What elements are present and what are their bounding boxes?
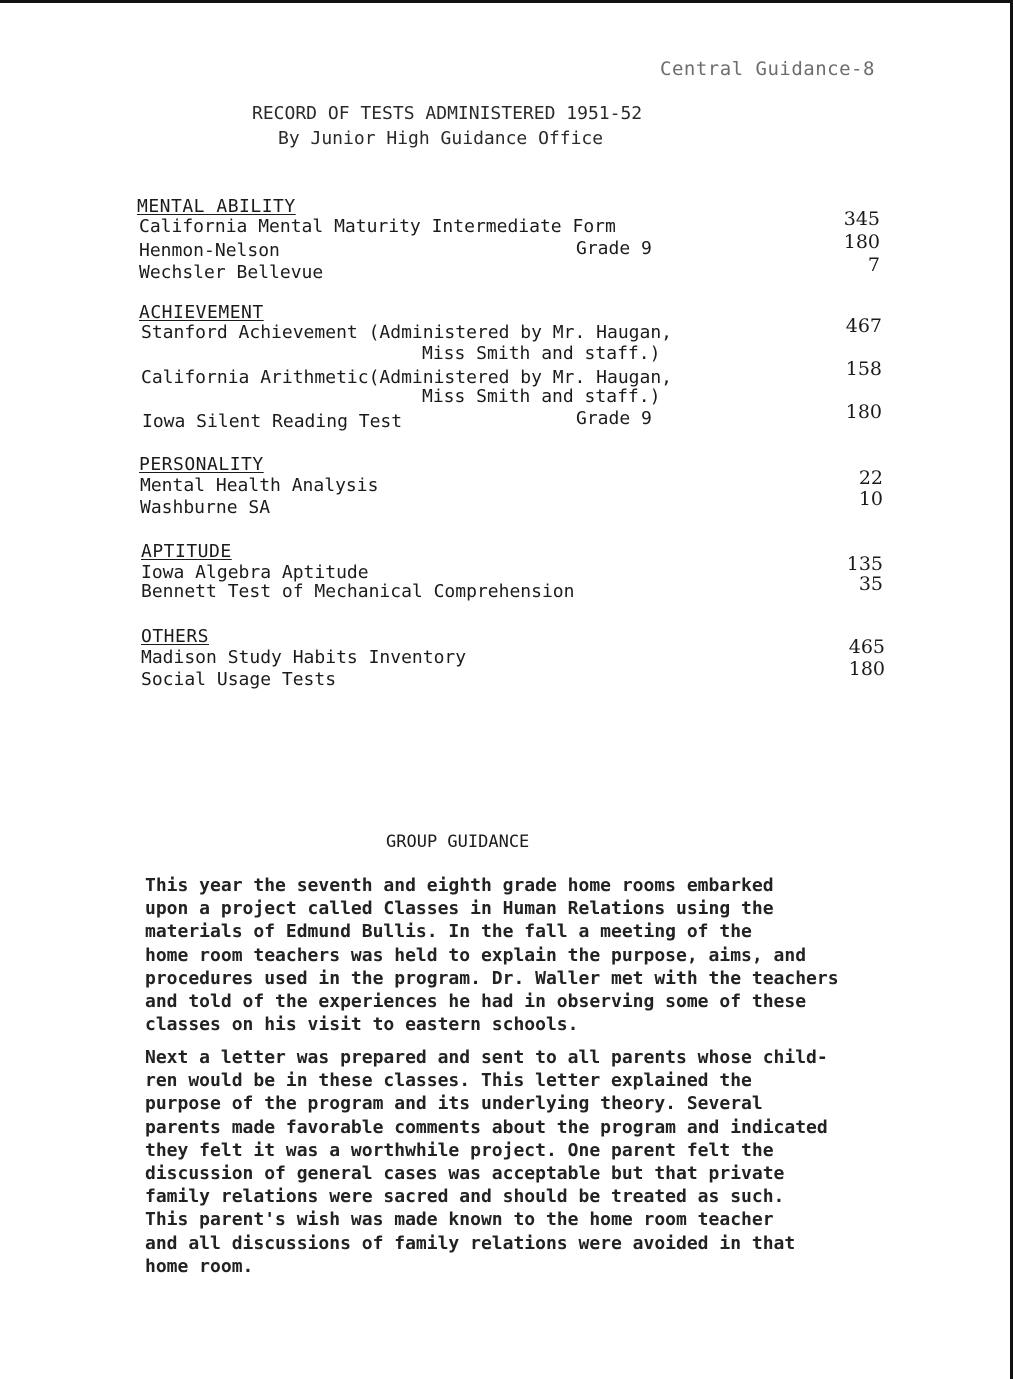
test-name: Mental Health Analysis bbox=[140, 475, 379, 496]
paragraph-line: materials of Edmund Bullis. In the fall a meeting of the bbox=[145, 921, 752, 943]
test-name: Stanford Achievement (Administered by Mr. Haugan, bbox=[141, 322, 673, 343]
group-guidance-heading: GROUP GUIDANCE bbox=[386, 832, 530, 852]
document-title: RECORD OF TESTS ADMINISTERED 1951-52 bbox=[252, 103, 643, 124]
section-heading-others: OTHERS bbox=[141, 626, 210, 647]
section-heading-personality: PERSONALITY bbox=[139, 454, 264, 475]
paragraph-line: family relations were sacred and should be treated as such. bbox=[145, 1186, 785, 1208]
test-grade: Grade 9 bbox=[576, 238, 652, 259]
test-name: California Mental Maturity Intermediate Form bbox=[139, 216, 616, 237]
paragraph-line: purpose of the program and its underlying theory. Several bbox=[145, 1093, 763, 1115]
test-count: 467 bbox=[845, 315, 882, 337]
paragraph-line: classes on his visit to eastern schools. bbox=[145, 1014, 579, 1036]
page-corner-label: Central Guidance-8 bbox=[660, 58, 875, 80]
test-count: 180 bbox=[848, 658, 885, 680]
test-grade: Grade 9 bbox=[576, 408, 652, 429]
paragraph-line: Next a letter was prepared and sent to all parents whose child- bbox=[145, 1047, 828, 1068]
test-name: California Arithmetic(Administered by Mr. Haugan, bbox=[141, 367, 673, 388]
paragraph-line: This year the seventh and eighth grade home rooms embarked bbox=[145, 875, 774, 896]
section-heading-achievement: ACHIEVEMENT bbox=[139, 302, 264, 323]
test-count: 135 bbox=[846, 553, 883, 575]
test-count: 35 bbox=[858, 573, 883, 595]
test-count: 22 bbox=[858, 467, 883, 489]
paragraph-line: parents made favorable comments about the program and indicated bbox=[145, 1116, 828, 1138]
section-heading-mental-ability: MENTAL ABILITY bbox=[137, 196, 296, 217]
group-guidance-paragraph-2 bbox=[145, 1046, 995, 1278]
test-count: 158 bbox=[845, 358, 882, 380]
paragraph-line: upon a project called Classes in Human Relations using the bbox=[145, 898, 774, 920]
paragraph-line: and told of the experiences he had in observing some of these bbox=[145, 991, 807, 1013]
test-name-continued: Miss Smith and staff.) bbox=[422, 386, 661, 407]
test-count: 10 bbox=[858, 488, 883, 510]
test-count: 465 bbox=[848, 636, 885, 658]
document-subtitle: By Junior High Guidance Office bbox=[278, 128, 604, 149]
paragraph-line: procedures used in the program. Dr. Waller met with the teachers bbox=[145, 967, 839, 989]
paragraph-line: This parent's wish was made known to the home room teacher bbox=[145, 1209, 774, 1231]
test-count: 345 bbox=[843, 208, 880, 230]
paragraph-line: discussion of general cases was acceptable but that private bbox=[145, 1163, 785, 1185]
test-name: Washburne SA bbox=[140, 497, 271, 518]
test-name: Bennett Test of Mechanical Comprehension bbox=[141, 581, 575, 602]
test-count: 180 bbox=[845, 401, 882, 423]
paragraph-line: they felt it was a worthwhile project. One parent felt the bbox=[145, 1139, 774, 1161]
test-name-continued: Miss Smith and staff.) bbox=[422, 343, 661, 364]
test-count: 180 bbox=[843, 231, 880, 253]
paragraph-line: home room teachers was held to explain the purpose, aims, and bbox=[145, 944, 807, 966]
scan-border-top bbox=[0, 0, 1013, 3]
test-name: Iowa Silent Reading Test bbox=[142, 411, 403, 432]
paragraph-line: home room. bbox=[145, 1255, 254, 1277]
paragraph-line: ren would be in these classes. This letter explained the bbox=[145, 1070, 752, 1092]
group-guidance-paragraph-1 bbox=[145, 874, 995, 1036]
test-count: 7 bbox=[867, 254, 880, 276]
test-name: Iowa Algebra Aptitude bbox=[141, 562, 369, 583]
test-name: Henmon-Nelson bbox=[139, 240, 280, 261]
test-name: Madison Study Habits Inventory bbox=[141, 647, 467, 668]
paragraph-line: and all discussions of family relations were avoided in that bbox=[145, 1232, 796, 1254]
test-name: Social Usage Tests bbox=[141, 669, 337, 690]
test-name: Wechsler Bellevue bbox=[139, 262, 324, 283]
section-heading-aptitude: APTITUDE bbox=[141, 541, 232, 562]
